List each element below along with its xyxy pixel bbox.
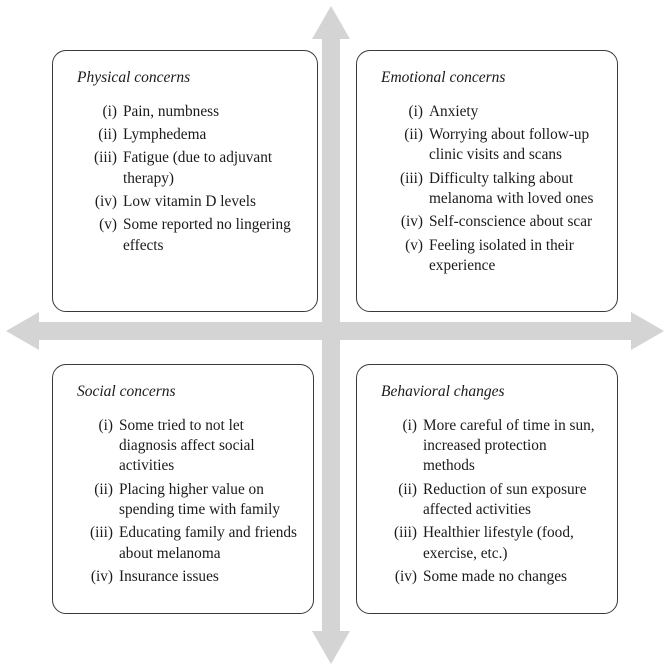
- quadrant-item-list: [389, 102, 601, 277]
- item-text: Some made no changes: [423, 568, 568, 585]
- horizontal-axis-line: [38, 322, 632, 340]
- item-text: Some reported no lingering effects: [123, 216, 291, 254]
- item-marker: (ii): [98, 125, 117, 143]
- list-item: [383, 416, 601, 477]
- list-item: [389, 169, 601, 210]
- item-text: Worrying about follow-up clinic visits and scans: [429, 125, 590, 164]
- quadrant-emotional-concerns: [356, 50, 618, 312]
- list-item: [389, 102, 601, 122]
- item-text: Insurance issues: [119, 568, 219, 585]
- item-text: More careful of time in sun, increased protection methods: [423, 416, 595, 475]
- item-marker: (ii): [398, 480, 417, 498]
- list-item: [79, 480, 297, 521]
- item-marker: (ii): [404, 125, 423, 143]
- list-item: [383, 480, 601, 521]
- item-text: Reduction of sun exposure affected activities: [423, 480, 587, 518]
- item-marker: (iii): [394, 524, 417, 542]
- item-text: Placing higher value on spending time with family: [119, 480, 281, 518]
- list-item: [79, 523, 297, 564]
- list-item: [389, 236, 601, 277]
- quadrant-title: Emotional concerns: [381, 69, 506, 86]
- item-marker: (i): [408, 102, 423, 120]
- item-text: Low vitamin D levels: [123, 192, 256, 210]
- quadrant-behavioral-changes: [356, 364, 618, 614]
- list-item: [383, 567, 601, 587]
- list-item: [383, 523, 601, 564]
- item-marker: (ii): [94, 480, 113, 498]
- item-text: Some tried to not let diagnosis affect social activities: [119, 416, 255, 475]
- item-text: Anxiety: [429, 102, 479, 120]
- arrow-down-icon: [312, 631, 350, 664]
- arrow-right-icon: [631, 312, 664, 350]
- arrow-left-icon: [6, 312, 39, 350]
- item-marker: (v): [405, 236, 423, 254]
- list-item: [79, 567, 297, 587]
- item-marker: (iv): [90, 568, 113, 585]
- item-text: Educating family and friends about melanoma: [119, 524, 297, 562]
- item-text: Fatigue (due to adjuvant therapy): [123, 149, 273, 187]
- item-marker: (iii): [90, 524, 113, 542]
- list-item: [79, 416, 297, 477]
- quadrant-social-concerns: [52, 364, 314, 614]
- quadrant-physical-concerns: [52, 50, 318, 312]
- item-text: Pain, numbness: [123, 102, 220, 120]
- quadrant-title: Physical concerns: [77, 69, 191, 86]
- item-text: Lymphedema: [123, 125, 207, 143]
- quadrant-item-list: [83, 102, 301, 256]
- item-marker: (iv): [94, 192, 117, 210]
- item-marker: (i): [402, 416, 417, 434]
- item-marker: (i): [102, 102, 117, 120]
- quadrant-title: Behavioral changes: [381, 383, 505, 400]
- item-marker: (iii): [400, 169, 423, 187]
- item-text: Difficulty talking about melanoma with loved ones: [429, 169, 594, 207]
- item-marker: (v): [99, 216, 117, 234]
- list-item: [83, 215, 301, 256]
- quadrant-item-list: [79, 416, 297, 588]
- item-marker: (iii): [94, 149, 117, 167]
- item-text: Self-conscience about scar: [429, 213, 593, 231]
- list-item: [83, 125, 301, 145]
- item-text: Feeling isolated in their experience: [429, 236, 574, 274]
- list-item: [83, 148, 301, 189]
- item-text: Healthier lifestyle (food, exercise, etc.): [423, 524, 574, 562]
- quadrant-title: Social concerns: [77, 383, 176, 400]
- quadrant-item-list: [383, 416, 601, 588]
- arrow-up-icon: [312, 6, 350, 39]
- list-item: [389, 212, 601, 232]
- list-item: [83, 192, 301, 212]
- list-item: [83, 102, 301, 122]
- item-marker: (iv): [394, 568, 417, 585]
- item-marker: (i): [98, 416, 113, 434]
- list-item: [389, 125, 601, 166]
- item-marker: (iv): [400, 213, 423, 231]
